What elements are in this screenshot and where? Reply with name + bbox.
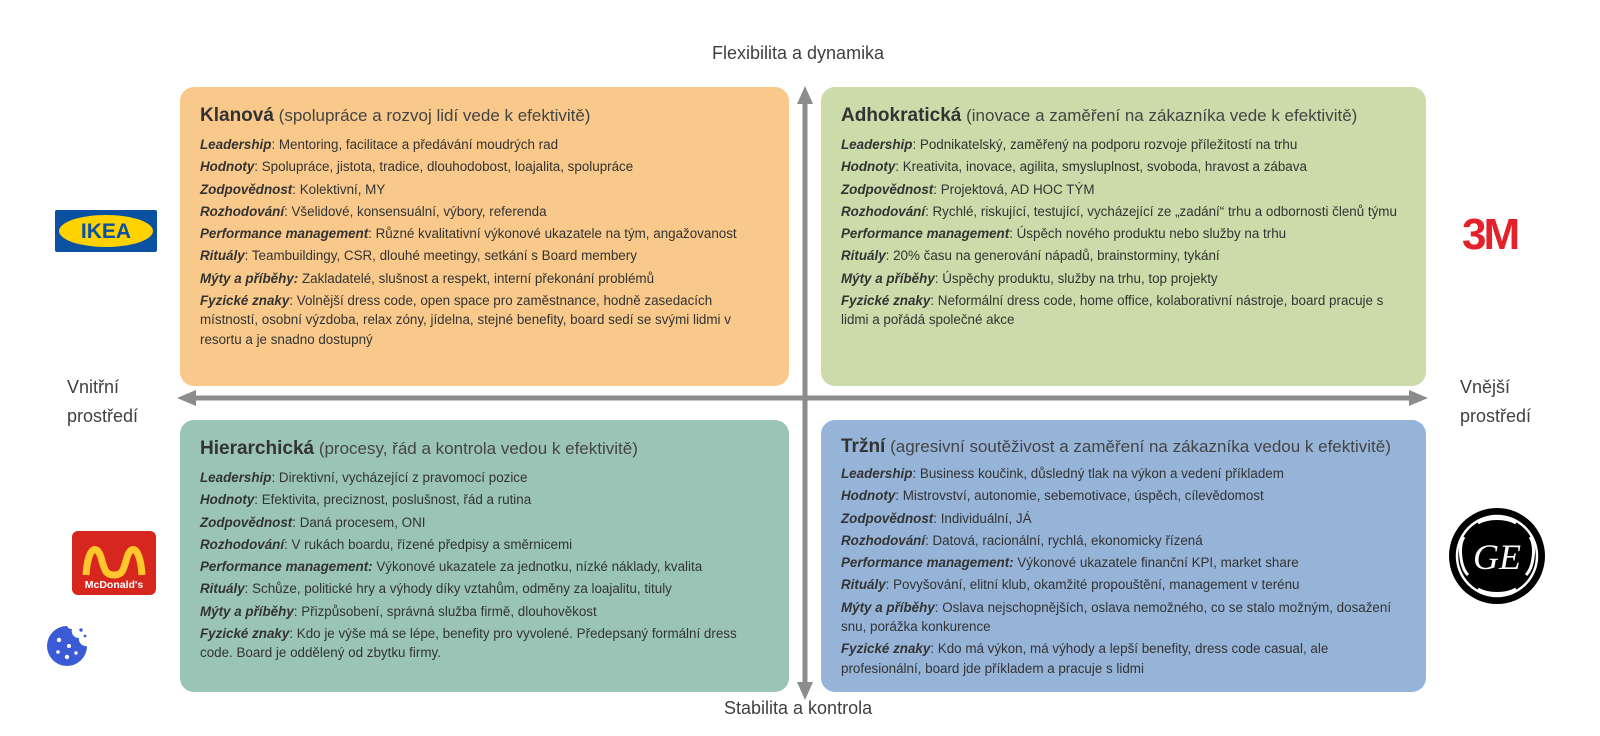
quadrant-item — [200, 246, 769, 265]
quadrant-item — [200, 490, 769, 509]
quadrant-item-text: : Mentoring, facilitace a předávání moudrých rad — [271, 137, 559, 152]
ge-logo-text: GE — [1473, 537, 1521, 577]
quadrant-item-key: Rituály — [841, 577, 886, 593]
quadrant-item — [841, 135, 1406, 154]
quadrant-subtitle: (inovace a zaměření na zákazníka vede k efektivitě) — [966, 106, 1358, 125]
quadrant-item-text: : Různé kvalitativní výkonové ukazatele na tým, angažovanost — [368, 226, 737, 242]
quadrant-item-text: : Úspěch nového produktu nebo služby na trhu — [1009, 226, 1287, 242]
quadrant-subtitle: (procesy, řád a kontrola vedou k efektivitě) — [318, 439, 638, 458]
quadrant-hierarchicka — [180, 420, 789, 692]
quadrant-title — [841, 105, 1406, 127]
quadrant-item-text: : Kreativita, inovace, agilita, smysluplnost, svoboda, hravost a zábava — [895, 159, 1307, 175]
quadrant-title — [200, 105, 769, 127]
quadrant-item-key: Hodnoty — [841, 159, 896, 175]
quadrant-item-text: : Direktivní, vycházející z pravomocí pozice — [271, 470, 528, 485]
axis-label-right-line1: Vnější — [1460, 377, 1511, 397]
quadrant-item-text: : Kolektivní, MY — [292, 181, 386, 197]
quadrant-item — [200, 579, 769, 598]
quadrant-item-text: : V rukách boardu, řízené předpisy a směrnicemi — [284, 536, 573, 552]
quadrant-item-text: : Schůze, politické hry a výhody díky vztahům, odměny za loajalitu, tituly — [244, 581, 672, 597]
quadrant-item — [200, 535, 769, 554]
quadrant-items — [841, 464, 1406, 678]
quadrant-item — [841, 157, 1406, 176]
cookie-icon[interactable] — [45, 624, 89, 668]
axis-label-left-line2: prostředí — [67, 406, 139, 426]
quadrant-item — [841, 291, 1406, 330]
quadrant-item — [200, 513, 769, 532]
quadrant-item-key: Performance management: — [200, 559, 373, 575]
quadrant-item-key: Mýty a příběhy — [841, 270, 935, 286]
quadrant-item-text: : Business koučink, důsledný tlak na výkon a vedení příkladem — [912, 466, 1284, 481]
quadrant-item — [841, 224, 1406, 243]
quadrant-item — [841, 509, 1406, 528]
quadrant-item-key: Leadership — [841, 137, 913, 152]
quadrant-item — [200, 468, 769, 487]
threem-logo — [1462, 213, 1536, 255]
quadrant-item-text: : Volnější dress code, open space pro zaměstnance, hodně zasedacích místností, osobní výzdoba, relax zóny, jídelna, stejné benefity, board sedí se svými lidmi v resortu a je snadno dostupný — [200, 293, 731, 347]
quadrant-item — [200, 624, 769, 663]
quadrant-item-text: : Rychlé, riskující, testující, vycházející ze „zadání“ trhu a odbornosti členů týmu — [925, 203, 1397, 219]
quadrant-item-key: Mýty a příběhy — [200, 603, 294, 619]
quadrant-item-text: : Podnikatelský, zaměřený na podporu rozvoje příležitostí na trhu — [912, 137, 1298, 152]
quadrant-title — [841, 436, 1406, 458]
quadrant-item-text: Výkonové ukazatele za jednotku, nízké náklady, kvalita — [372, 559, 703, 575]
quadrant-item-key: Performance management — [200, 226, 369, 242]
quadrant-item-key: Rituály — [200, 581, 245, 597]
quadrant-item-key: Zodpovědnost — [841, 510, 934, 526]
quadrant-trzni — [821, 420, 1426, 692]
quadrant-item-text: Výkonové ukazatele finanční KPI, market share — [1013, 555, 1299, 571]
quadrant-item — [200, 202, 769, 221]
quadrant-item-text: : Oslava nejschopnějších, oslava nemožného, co se stalo možným, dosažení snu, porážka konkurence — [841, 599, 1392, 635]
quadrant-item-key: Leadership — [200, 470, 272, 485]
quadrant-item-key: Zodpovědnost — [200, 181, 293, 197]
quadrant-item-key: Rozhodování — [200, 536, 285, 552]
quadrant-item-text: : Kdo má výkon, má výhody a lepší benefity, dress code casual, ale profesionální, board jde příkladem a pracuje s lidmi — [841, 641, 1329, 676]
quadrant-item — [200, 224, 769, 243]
quadrant-item — [200, 557, 769, 576]
ikea-logo-text: IKEA — [80, 220, 132, 243]
axis-label-left-line1: Vnitřní — [67, 377, 120, 397]
mcdonalds-logo — [72, 531, 156, 595]
quadrant-item — [841, 269, 1406, 288]
quadrant-item-key: Rozhodování — [200, 203, 285, 219]
quadrant-item — [841, 639, 1406, 678]
axis-label-right-line2: prostředí — [1460, 406, 1532, 426]
quadrant-item-key: Fyzické znaky — [200, 626, 290, 642]
quadrant-item-text: Zakladatelé, slušnost a respekt, interní překonání problémů — [298, 270, 655, 286]
quadrant-item — [841, 180, 1406, 199]
quadrant-item-text: : Všelidové, konsensuální, výbory, referenda — [284, 203, 547, 219]
quadrant-name: Klanová — [200, 105, 274, 126]
quadrant-item-text: : 20% času na generování nápadů, brainstorminy, tykání — [885, 248, 1220, 264]
quadrant-item-key: Fyzické znaky — [200, 293, 290, 309]
quadrant-subtitle: (spolupráce a rozvoj lidí vede k efektivitě) — [278, 106, 591, 125]
quadrant-name: Hierarchická — [200, 438, 315, 459]
quadrant-item-key: Hodnoty — [200, 159, 255, 175]
axis-label-right — [1460, 373, 1531, 431]
quadrant-item-key: Zodpovědnost — [200, 514, 293, 530]
quadrant-item-key: Rituály — [841, 248, 886, 264]
quadrant-name: Tržní — [841, 436, 886, 457]
quadrant-item-key: Rituály — [200, 248, 245, 264]
arrowhead-left — [177, 390, 196, 406]
quadrant-item — [200, 135, 769, 154]
quadrant-item-key: Leadership — [841, 466, 913, 481]
quadrant-item-text: : Daná procesem, ONI — [292, 514, 426, 530]
quadrant-item — [841, 598, 1406, 637]
quadrant-item-text: : Efektivita, preciznost, poslušnost, řád a rutina — [254, 492, 532, 508]
quadrant-item-key: Rozhodování — [841, 532, 926, 548]
quadrant-item-text: : Povyšování, elitní klub, okamžité propouštění, management v terénu — [885, 577, 1300, 593]
quadrant-items — [200, 468, 769, 663]
quadrant-item — [200, 180, 769, 199]
quadrant-title — [200, 438, 769, 460]
quadrant-item — [841, 464, 1406, 483]
axis-label-bottom: Stabilita a kontrola — [724, 698, 873, 718]
quadrant-item — [200, 291, 769, 349]
quadrant-item-text: : Projektová, AD HOC TÝM — [933, 181, 1095, 197]
quadrant-item-key: Fyzické znaky — [841, 641, 931, 657]
quadrant-item — [841, 486, 1406, 505]
quadrant-item-text: : Teambuildingy, CSR, dlouhé meetingy, setkání s Board membery — [244, 248, 637, 264]
quadrant-item-text: : Mistrovství, autonomie, sebemotivace, úspěch, cílevědomost — [895, 488, 1264, 504]
quadrant-item-text: : Kdo je výše má se lépe, benefity pro vyvolené. Předepsaný formální dress code. Board je oddělený od zbytku firmy. — [200, 626, 737, 661]
quadrant-item-text: : Přizpůsobení, správná služba firmě, dlouhověkost — [293, 603, 597, 619]
quadrant-items — [200, 135, 769, 349]
quadrant-item-key: Mýty a příběhy — [841, 599, 935, 615]
arrowhead-right — [1409, 390, 1428, 406]
quadrant-item-text: : Úspěchy produktu, služby na trhu, top projekty — [934, 270, 1218, 286]
axis-label-top: Flexibilita a dynamika — [712, 43, 885, 63]
quadrant-item-key: Zodpovědnost — [841, 181, 934, 197]
quadrant-item-key: Performance management: — [841, 555, 1014, 571]
quadrant-item — [200, 157, 769, 176]
quadrant-item — [200, 269, 769, 288]
quadrant-item-key: Hodnoty — [841, 488, 896, 504]
quadrant-klanova — [180, 87, 789, 386]
quadrant-item-text: : Individuální, JÁ — [933, 510, 1032, 526]
quadrant-subtitle: (agresivní soutěživost a zaměření na zákazníka vedou k efektivitě) — [890, 437, 1391, 456]
quadrant-item-key: Mýty a příběhy: — [200, 270, 299, 286]
quadrant-item-key: Fyzické znaky — [841, 293, 931, 309]
quadrant-adhokraticka — [821, 87, 1426, 386]
quadrant-item — [841, 553, 1406, 572]
quadrant-item — [841, 246, 1406, 265]
quadrant-item — [841, 575, 1406, 594]
quadrant-item-key: Hodnoty — [200, 492, 255, 508]
arrowhead-up — [797, 86, 813, 104]
quadrant-item-key: Leadership — [200, 137, 272, 152]
quadrant-item-text: : Datová, racionální, rychlá, ekonomicky řízená — [925, 532, 1203, 548]
ge-logo — [1448, 507, 1546, 605]
quadrant-items — [841, 135, 1406, 330]
ikea-logo — [55, 210, 157, 252]
quadrant-item-text: : Spolupráce, jistota, tradice, dlouhodobost, loajalita, spolupráce — [254, 159, 634, 175]
quadrant-item — [200, 602, 769, 621]
mcdonalds-logo-text: McDonald's — [84, 579, 144, 591]
quadrant-item — [841, 531, 1406, 550]
quadrant-item-key: Rozhodování — [841, 203, 926, 219]
quadrant-name: Adhokratická — [841, 105, 962, 126]
threem-logo-text: 3M — [1462, 213, 1518, 255]
quadrant-item — [841, 202, 1406, 221]
axis-label-left — [67, 373, 138, 431]
quadrant-item-text: : Neformální dress code, home office, kolaborativní nástroje, board pracuje s lidmi a pořádá společné akce — [841, 293, 1384, 328]
quadrant-item-key: Performance management — [841, 226, 1010, 242]
